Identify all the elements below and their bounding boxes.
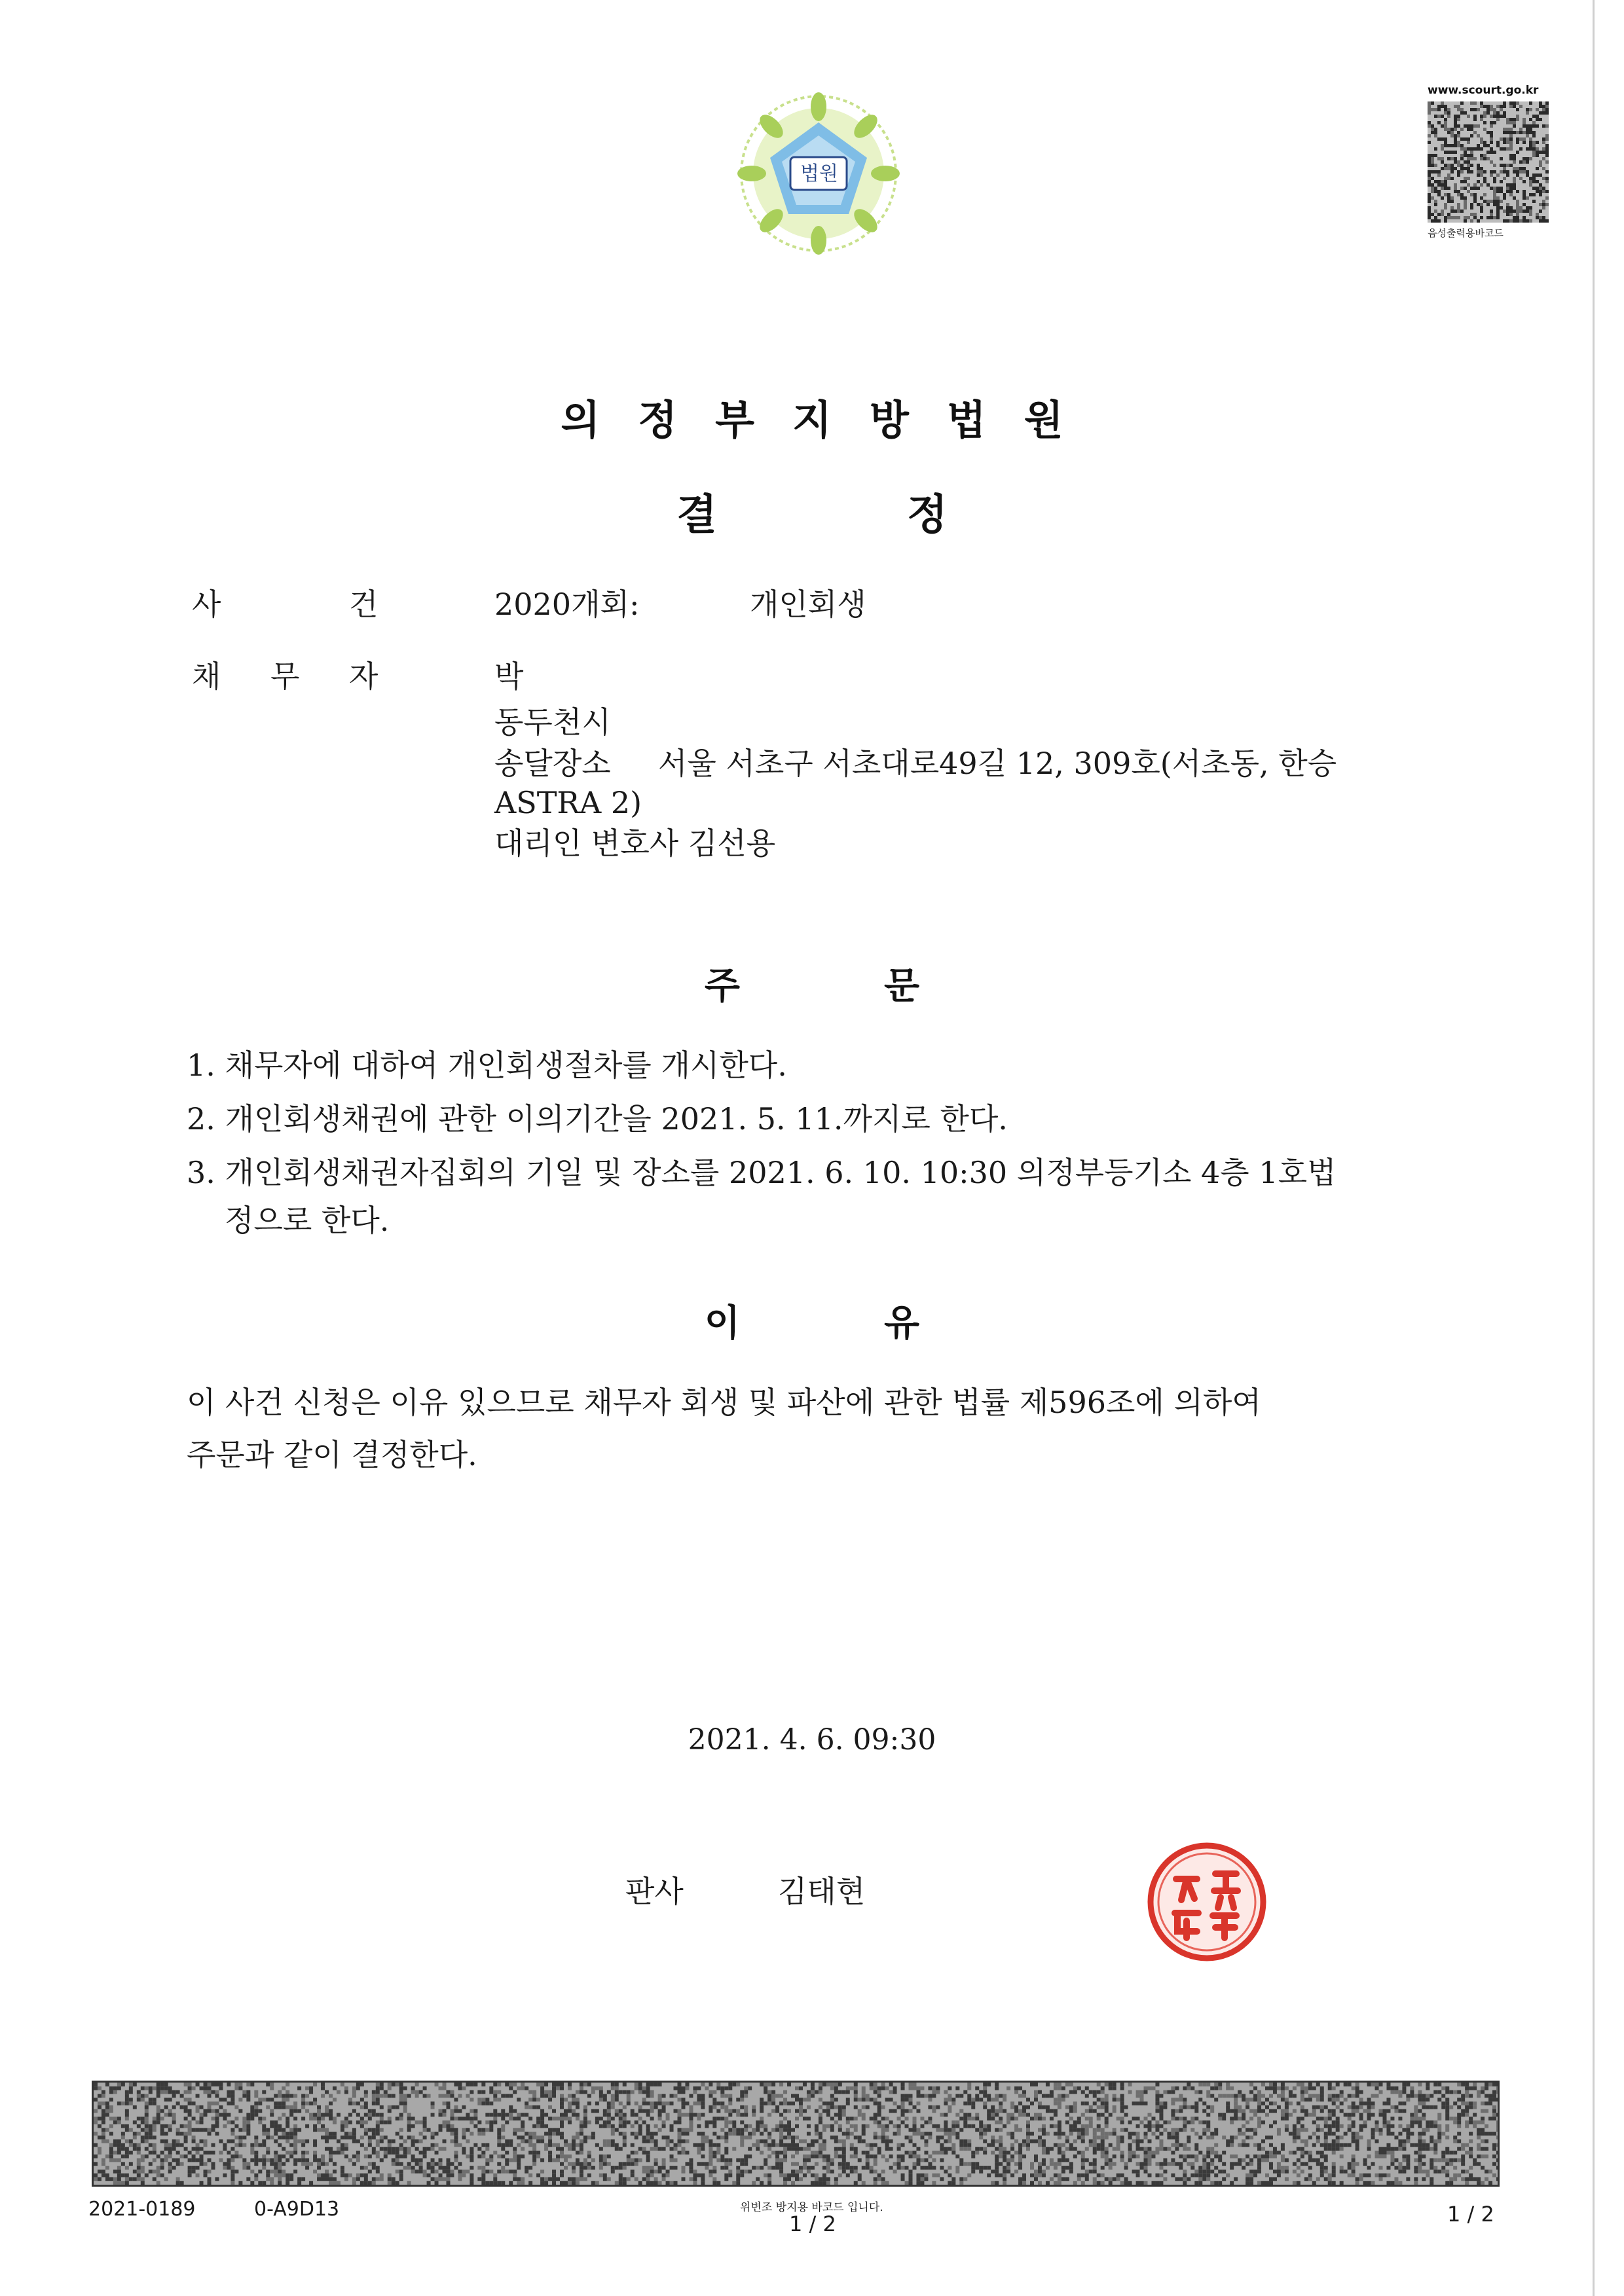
counsel: 대리인 변호사 김선용 (494, 826, 776, 861)
judge-title: 판사 (625, 1874, 684, 1909)
order-heading: 주문 (704, 965, 1064, 1008)
voice-barcode-icon (1428, 101, 1549, 223)
barcode-caption: 음성출력용바코드 (1428, 227, 1504, 239)
case-label: 건 (349, 587, 378, 622)
court-name: 의정부지방법원 (561, 396, 1101, 444)
service-label: 송달장소 (494, 746, 611, 781)
reason-line: 주문과 같이 결정한다. (187, 1437, 477, 1472)
reason-line: 이 사건 신청은 이유 있으므로 채무자 회생 및 파산에 관한 법률 제596조에 의하여 (187, 1385, 1261, 1420)
barcode-note: 위변조 방지용 바코드 입니다. (740, 2201, 883, 2214)
scan-edge (1593, 0, 1595, 2296)
emblem-label: 법원 (800, 162, 838, 185)
service-address-continued: ASTRA 2) (494, 785, 642, 820)
document-id-suffix: 0-A9D13 (254, 2198, 340, 2221)
case-name: 개인회생 (750, 587, 866, 622)
debtor-label: 무 (270, 659, 300, 694)
document-id: 2021-0189 (88, 2198, 196, 2221)
reason-heading: 이유 (704, 1302, 1064, 1345)
decision-date: 2021. 4. 6. 09:30 (688, 1723, 936, 1757)
judge-name: 김태현 (778, 1874, 866, 1909)
debtor-label: 자 (349, 659, 378, 694)
debtor-city: 동두천시 (494, 704, 611, 740)
order-item-continued: 정으로 한다. (225, 1203, 390, 1238)
case-label: 사 (192, 587, 221, 622)
judge-seal-icon (1145, 1840, 1269, 1964)
order-item: 1. 채무자에 대하여 개인회생절차를 개시한다. (187, 1048, 787, 1083)
order-item: 3. 개인회생채권자집회의 기일 및 장소를 2021. 6. 10. 10:30 의정부등기소 4층 1호법 (187, 1155, 1337, 1190)
scourt-url: www.scourt.go.kr (1428, 84, 1539, 97)
anti-forgery-barcode-icon (92, 2081, 1500, 2187)
service-address: 서울 서초구 서초대로49길 12, 309호(서초동, 한승 (658, 746, 1337, 781)
page-number-center: 1 / 2 (789, 2212, 836, 2236)
document-title: 결정 (676, 491, 1137, 539)
page-number: 1 / 2 (1447, 2202, 1494, 2227)
debtor-name: 박 (494, 659, 524, 694)
case-number: 2020개회: (494, 587, 640, 622)
debtor-label: 채 (192, 659, 221, 694)
order-item: 2. 개인회생채권에 관한 이의기간을 2021. 5. 11.까지로 한다. (187, 1101, 1008, 1137)
